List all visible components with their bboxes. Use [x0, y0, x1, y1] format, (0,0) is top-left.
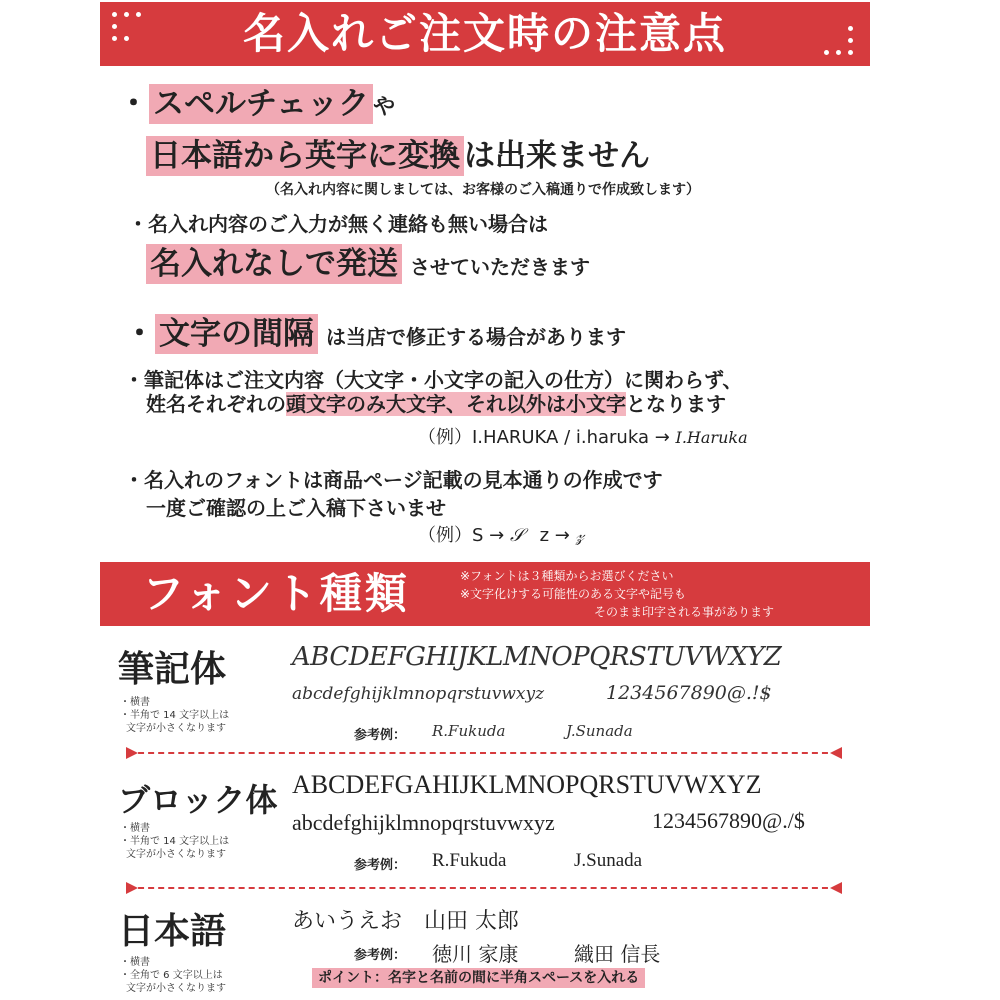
bullet: ・	[124, 468, 144, 492]
japanese-sample: あいうえお 山田 太郎	[292, 909, 519, 934]
header-banner	[100, 2, 870, 66]
font-types-banner	[100, 562, 870, 626]
script-lower-sample: abcdefghijklmnopqrstuvwxyz	[292, 684, 545, 704]
script-ref-2: J.Sunada	[566, 722, 633, 740]
divider-2-right-arrow	[830, 882, 842, 894]
notice-2-line-a	[128, 210, 548, 238]
notice-2-rest: させていただきます	[410, 255, 590, 279]
highlight-conversion: 日本語から英字に変換	[146, 136, 464, 176]
example-script-z: 𝓏	[575, 525, 585, 546]
divider-2	[128, 887, 838, 889]
notice-1-rest: や	[373, 95, 396, 120]
notice-4-post: となります	[626, 392, 726, 416]
block-font-note-1: ・横書	[120, 823, 150, 834]
example-text-z: z →	[539, 525, 570, 546]
notice-4-pre: 姓名それぞれの	[146, 392, 286, 416]
notice-5-text: 名入れのフォントは商品ページ記載の見本通りの作成です	[144, 468, 663, 492]
font-note-2: ※文字化けする可能性のある文字や記号も	[460, 587, 687, 601]
notice-5-line-a	[124, 466, 663, 494]
japanese-font-note-1: ・横書	[120, 957, 150, 968]
example-script-s: 𝒮	[509, 525, 524, 546]
highlight-spacing: 文字の間隔	[155, 314, 318, 354]
japanese-font-title: 日本語	[118, 911, 227, 952]
notice-1-note: （名入れ内容に関しましては、お客様のご入稿通りで作成致します）	[266, 182, 700, 198]
block-ref-label: 参考例：	[354, 858, 407, 873]
script-ref-1: R.Fukuda	[432, 722, 506, 740]
bullet: ・	[124, 316, 155, 352]
notice-1-line-b	[146, 136, 650, 176]
script-font-note-2: ・半角で 14 文字以上は	[120, 710, 230, 721]
block-font-note-2: ・半角で 14 文字以上は	[120, 836, 230, 847]
divider-2-left-arrow	[126, 882, 138, 894]
block-font-title: ブロック体	[118, 781, 278, 819]
notice-2-line-b	[146, 244, 590, 284]
notice-5-line-b: 一度ご確認の上ご入稿下さいませ	[146, 496, 446, 520]
notice-2-text: 名入れ内容のご入力が無く連絡も無い場合は	[148, 212, 548, 236]
notice-4-example	[418, 424, 748, 452]
block-font-note-3: 文字が小さくなります	[126, 849, 226, 860]
japanese-font-note-3: 文字が小さくなります	[126, 983, 226, 994]
highlight-spellcheck: スペルチェック	[149, 84, 373, 124]
block-lower-sample: abcdefghijklmnopqrstuvwxyz	[292, 810, 555, 835]
block-ref-2: J.Sunada	[574, 850, 643, 871]
highlight-capitalization: 頭文字のみ大文字、それ以外は小文字	[286, 392, 626, 416]
notice-5-example	[418, 522, 584, 550]
bullet: ・	[118, 86, 149, 122]
example-script: I.Haruka	[675, 428, 748, 447]
japanese-point-note: ポイント：名字と名前の間に半角スペースを入れる	[312, 968, 645, 988]
notice-4-text: 筆記体はご注文内容（大文字・小文字の記入の仕方）に関わらず、	[144, 368, 743, 392]
block-ref-1: R.Fukuda	[432, 850, 507, 871]
bullet: ・	[128, 212, 148, 236]
highlight-no-name: 名入れなしで発送	[146, 244, 402, 284]
japanese-ref-2: 織田 信長	[574, 942, 661, 966]
script-upper-sample: ABCDEFGHIJKLMNOPQRSTUVWXYZ	[292, 642, 782, 672]
notice-1b-rest: は出来ません	[464, 138, 650, 174]
block-upper-sample: ABCDEFGAHIJKLMNOPQRSTUVWXYZ	[292, 770, 762, 799]
japanese-ref-1: 徳川 家康	[432, 942, 519, 966]
notice-3-line	[124, 314, 626, 354]
script-font-note-3: 文字が小さくなります	[126, 723, 226, 734]
notice-1-line-a	[118, 84, 395, 128]
page-title: 名入れご注文時の注意点	[242, 9, 727, 58]
divider-1-right-arrow	[830, 747, 842, 759]
script-ref-label: 参考例：	[354, 728, 407, 743]
bullet: ・	[124, 368, 144, 392]
example-text: （例）I.HARUKA / i.haruka →	[418, 427, 670, 448]
divider-1	[128, 752, 838, 754]
notice-3-rest: は当店で修正する場合があります	[326, 325, 626, 349]
example-text: （例）S →	[418, 525, 505, 546]
script-digits-sample: 1234567890@.!$	[606, 682, 772, 704]
font-types-title: フォント種類	[142, 569, 410, 618]
font-note-1: ※フォントは３種類からお選びください	[460, 569, 674, 583]
japanese-ref-label: 参考例：	[354, 948, 407, 963]
script-font-title: 筆記体	[118, 649, 227, 690]
japanese-font-note-2: ・全角で 6 文字以上は	[120, 970, 223, 981]
font-note-3: そのまま印字される事があります	[594, 605, 775, 619]
block-digits-sample: 1234567890@./$	[652, 808, 805, 833]
divider-1-left-arrow	[126, 747, 138, 759]
notice-4-line-b	[146, 390, 726, 418]
script-font-note-1: ・横書	[120, 697, 150, 708]
